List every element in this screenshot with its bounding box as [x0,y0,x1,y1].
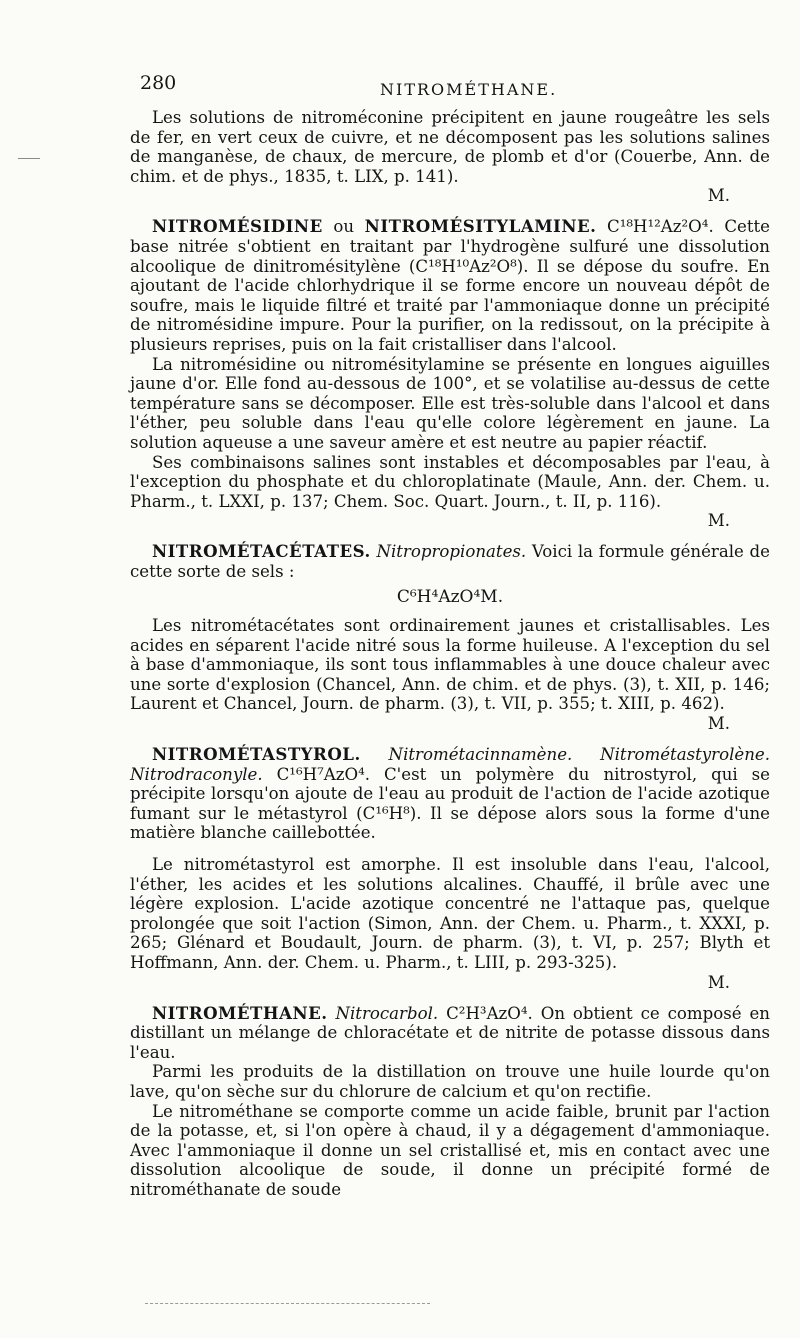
entry-nitrometacetates [130,542,770,733]
intro-text: Les solutions de nitroméconine précipitent en jaune rougeâtre les sels de fer, en vert ceux de cuivre, et ne décomposent pas les solutions salines de manganèse, de chaux, de mercure, de plomb et d'or (Couerbe, Ann. de chim. et de phys., 1835, t. LIX, p. 141). [130,108,770,186]
entry-alt-name: Nitrocarbol. [335,1003,439,1023]
entry-paragraph: Parmi les produits de la distillation on trouve une huile lourde qu'on lave, qu'on sèche sur du chlorure de calcium et qu'on rectifie. [130,1062,770,1101]
entry-paragraph [130,217,770,354]
entry-text: Les nitrométacétates sont ordinairement jaunes et cristallisables. Les acides en séparent l'acide nitré sous la forme huileuse. A l'exception du sel à base d'ammoniaque, ils sont tous inflammables à une douce chaleur avec une sorte d'explosion (Chancel, Ann. de chim. et de phys. (3), t. XII, p. 146; Laurent et Chancel, Journ. de pharm. (3), t. VII, p. 355; t. XIII, p. 462). [130,616,770,714]
entry-formula: C¹⁸H¹²Az²O⁴. [607,217,714,237]
entry-text: C'est un polymère du nitrostyrol, qui se précipite lorsqu'on ajoute de l'eau au produit de l'action de l'acide azotique fumant sur le métastyrol (C¹⁶H⁸). Il se dépose alors sous la forme d'une matière blanche caillebottée. [130,764,770,843]
entry-signature: M. [707,972,730,992]
entry-heading: NITROMÉTASTYROL. [152,744,361,765]
entry-nitromethane [130,1004,770,1200]
entry-heading: NITROMÉTACÉTATES. [152,541,371,562]
entry-paragraph: La nitromésidine ou nitromésitylamine se présente en longues aiguilles jaune d'or. Elle fond au-dessous de 100°, et se volatilise au-dessus de cette température sans se décomposer. Elle est très-soluble dans l'alcool et dans l'éther, peu soluble dans l'eau qu'elle colore légèrement en jaune. La solution aqueuse a une saveur amère et est neutre au papier réactif. [130,354,770,452]
running-title: NITROMÉTHANE. [380,80,558,99]
entry-paragraph: Le nitrométhane se comporte comme un acide faible, brunit par l'action de la potasse, et, si l'on opère à chaud, il y a dégagement d'ammoniaque. Avec l'ammoniaque il donne un sel cristallisé et, mis en contact avec une dissolution alcoolique de soude, il donne un précipité formé de nitrométhanate de soude [130,1101,770,1199]
page-header [130,72,770,106]
entry-paragraph [130,745,770,843]
entry-signature: M. [707,511,730,531]
entry-signature: M. [707,714,730,734]
entry-text: Cette base nitrée s'obtient en traitant par l'hydrogène sulfuré une dissolution alcoolique de dinitromésitylène (C¹⁸H¹⁰Az²O⁸). Il se dépose du soufre. En ajoutant de l'acide chlorhydrique il se forme encore un nouveau dépôt de soufre, mais le liquide filtré et traité par l'ammoniaque donne un précipité de nitromésidine impure. Pour la purifier, on la redissout, on la précipite à plusieurs reprises, puis on la fait cristalliser dans l'alcool. [130,217,771,354]
entry-alt-name: Nitropropionates. [376,542,527,562]
entry-formula: C¹⁶H⁷AzO⁴. [276,764,370,784]
intro-signature: M. [707,186,730,206]
entry-formula: C²H³AzO⁴. [446,1003,533,1023]
entry-alt-names: Nitrométacinnamène. Nitrométastyrolène. Nitrodraconyle. [130,745,771,784]
entry-paragraph [130,453,770,531]
footer-rule [145,1303,430,1305]
entry-nitrometastyrol [130,745,770,992]
entry-paragraph [130,855,770,992]
heading-connector: ou [333,217,355,237]
entry-heading-alt: NITROMÉSITYLAMINE. [364,216,597,237]
entry-heading: NITROMÉSIDINE [152,216,323,237]
entry-paragraph [130,542,770,581]
page-body [130,108,770,1200]
entry-nitromesidine [130,217,770,530]
entry-text: On obtient ce composé en distillant un mélange de chloracétate et de nitrite de potasse dissous dans l'eau. [130,1003,770,1062]
margin-mark [18,158,40,159]
general-formula: C⁶H⁴AzO⁴M. [396,587,504,608]
entry-text: Le nitrométastyrol est amorphe. Il est insoluble dans l'eau, l'alcool, l'éther, les acides et les solutions alcalines. Chauffé, il brûle avec une légère explosion. L'acide azotique concentré ne l'attaque pas, quelque prolongée que soit l'action (Simon, Ann. der Chem. u. Pharm., t. XXXI, p. 265; Glénard et Boudault, Journ. de pharm. (3), t. VI, p. 257; Blyth et Hoffmann, Ann. der. Chem. u. Pharm., t. LIII, p. 293-325). [130,855,770,972]
entry-paragraph [130,616,770,733]
entry-heading: NITROMÉTHANE. [152,1002,328,1023]
entry-text: Voici la formule générale de cette sorte de sels : [130,542,770,581]
entry-text: Ses combinaisons salines sont instables et décomposables par l'eau, à l'exception du phosphate et du chloroplatinate (Maule, Ann. der. Chem. u. Pharm., t. LXXI, p. 137; Chem. Soc. Quart. Journ., t. II, p. 116). [130,452,770,511]
page-number: 280 [140,72,177,94]
intro-paragraph [130,108,770,205]
entry-paragraph [130,1004,770,1063]
